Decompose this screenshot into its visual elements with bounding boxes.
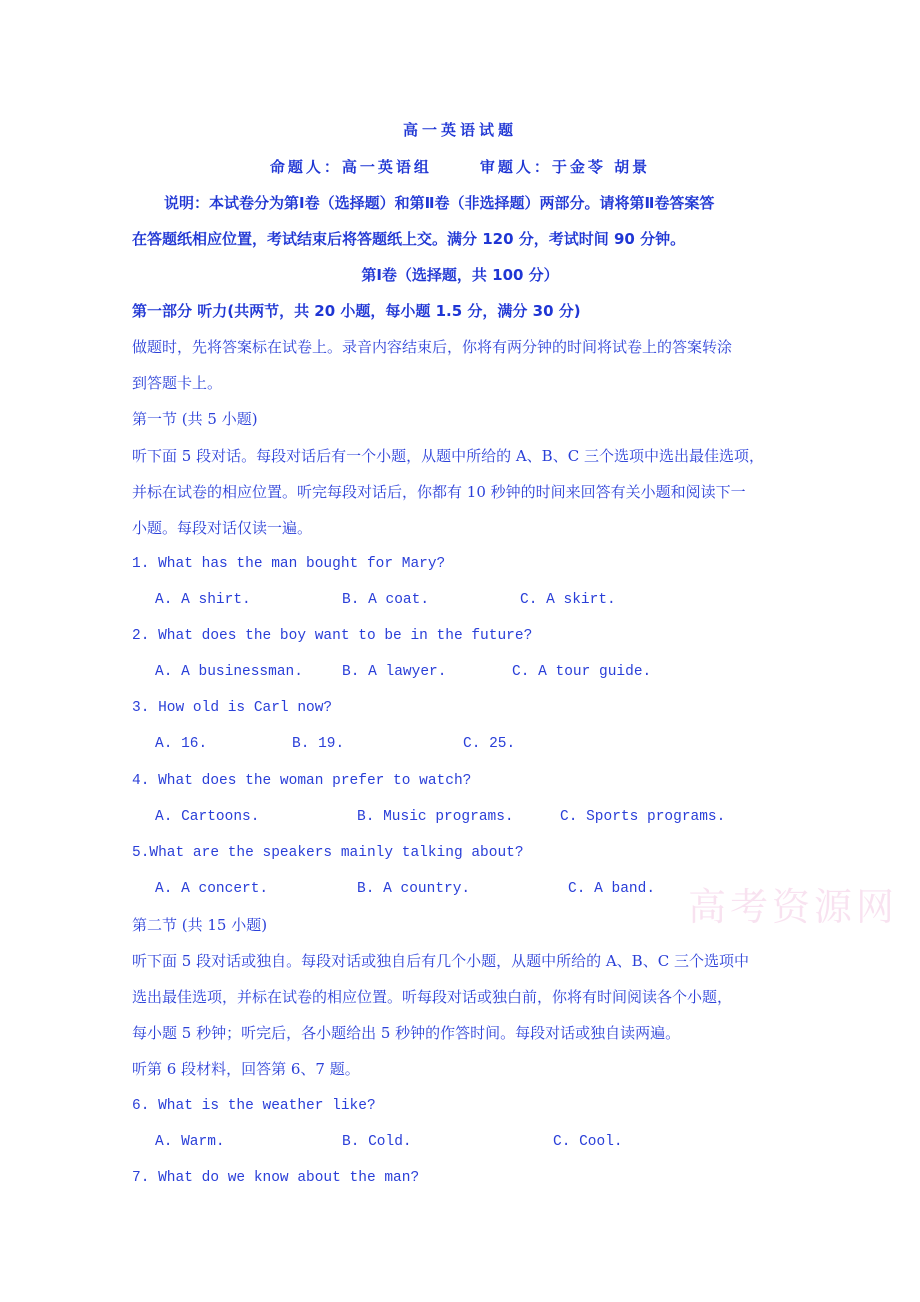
section2-intro-line-1: 听下面 5 段对话或独自。每段对话或独自后有几个小题，从题中所给的 A、B、C 三个选项中 <box>132 952 749 970</box>
section1-intro-line-3: 小题。每段对话仅读一遍。 <box>132 519 313 537</box>
question-2-stem: 2. What does the boy want to be in the future? <box>132 628 533 644</box>
question-1-option-b: B. A coat. <box>342 592 430 608</box>
section1-intro-line-1: 听下面 5 段对话。每段对话后有一个小题，从题中所给的 A、B、C 三个选项中选出最佳选项， <box>132 447 764 465</box>
question-4-stem: 4. What does the woman prefer to watch? <box>132 773 472 789</box>
question-1-stem: 1. What has the man bought for Mary? <box>132 556 446 572</box>
volume1-heading: 第Ⅰ卷（选择题，共 100 分） <box>361 266 559 284</box>
question-6-option-b: B. Cold. <box>342 1134 412 1150</box>
question-3-option-a: A. 16. <box>155 736 208 752</box>
instructions-line-1: 说明：本试卷分为第Ⅰ卷（选择题）和第Ⅱ卷（非选择题）两部分。请将第Ⅱ卷答案答 <box>164 194 715 212</box>
section2-heading: 第二节 (共 15 小题) <box>132 916 268 934</box>
question-1-option-c: C. A skirt. <box>520 592 616 608</box>
part1-intro-line-2: 到答题卡上。 <box>132 374 223 392</box>
question-7-stem: 7. What do we know about the man? <box>132 1170 420 1186</box>
question-2-option-c: C. A tour guide. <box>512 664 652 680</box>
question-4-option-b: B. Music programs. <box>357 809 514 825</box>
question-4-option-a: A. Cartoons. <box>155 809 260 825</box>
question-5-stem: 5.What are the speakers mainly talking about? <box>132 845 524 861</box>
question-6-option-c: C. Cool. <box>553 1134 623 1150</box>
question-5-option-c: C. A band. <box>568 881 656 897</box>
watermark: 高考资源网 <box>688 885 899 929</box>
section2-intro-line-3: 每小题 5 秒钟；听完后，各小题给出 5 秒钟的作答时间。每段对话或独自读两遍。 <box>132 1024 681 1042</box>
page-title: 高一英语试题 <box>402 121 517 139</box>
question-3-option-c: C. 25. <box>463 736 516 752</box>
instructions-line-2: 在答题纸相应位置，考试结束后将答题纸上交。满分 120 分，考试时间 90 分钟。 <box>132 230 686 248</box>
question-5-option-a: A. A concert. <box>155 881 269 897</box>
part1-heading: 第一部分 听力(共两节，共 20 小题，每小题 1.5 分，满分 30 分) <box>132 302 581 320</box>
question-4-option-c: C. Sports programs. <box>560 809 726 825</box>
part1-intro-line-1: 做题时，先将答案标在试卷上。录音内容结束后，你将有两分钟的时间将试卷上的答案转涂 <box>132 338 733 356</box>
question-6-stem: 6. What is the weather like? <box>132 1098 376 1114</box>
question-1-option-a: A. A shirt. <box>155 592 251 608</box>
section2-material-note: 听第 6 段材料，回答第 6、7 题。 <box>132 1060 360 1078</box>
question-2-option-a: A. A businessman. <box>155 664 303 680</box>
question-2-option-b: B. A lawyer. <box>342 664 447 680</box>
reviewer-label: 审题人：于金苓 胡景 <box>479 158 651 176</box>
setter-label: 命题人：高一英语组 <box>269 158 432 176</box>
question-3-option-b: B. 19. <box>292 736 345 752</box>
section1-intro-line-2: 并标在试卷的相应位置。听完每段对话后，你都有 10 秒钟的时间来回答有关小题和阅读下一 <box>132 483 746 501</box>
exam-authors <box>0 157 920 177</box>
question-6-option-a: A. Warm. <box>155 1134 225 1150</box>
question-3-stem: 3. How old is Carl now? <box>132 700 333 716</box>
question-5-option-b: B. A country. <box>357 881 471 897</box>
section2-intro-line-2: 选出最佳选项，并标在试卷的相应位置。听每段对话或独白前，你将有时间阅读各个小题， <box>132 988 733 1006</box>
section1-heading: 第一节 (共 5 小题) <box>132 410 258 428</box>
